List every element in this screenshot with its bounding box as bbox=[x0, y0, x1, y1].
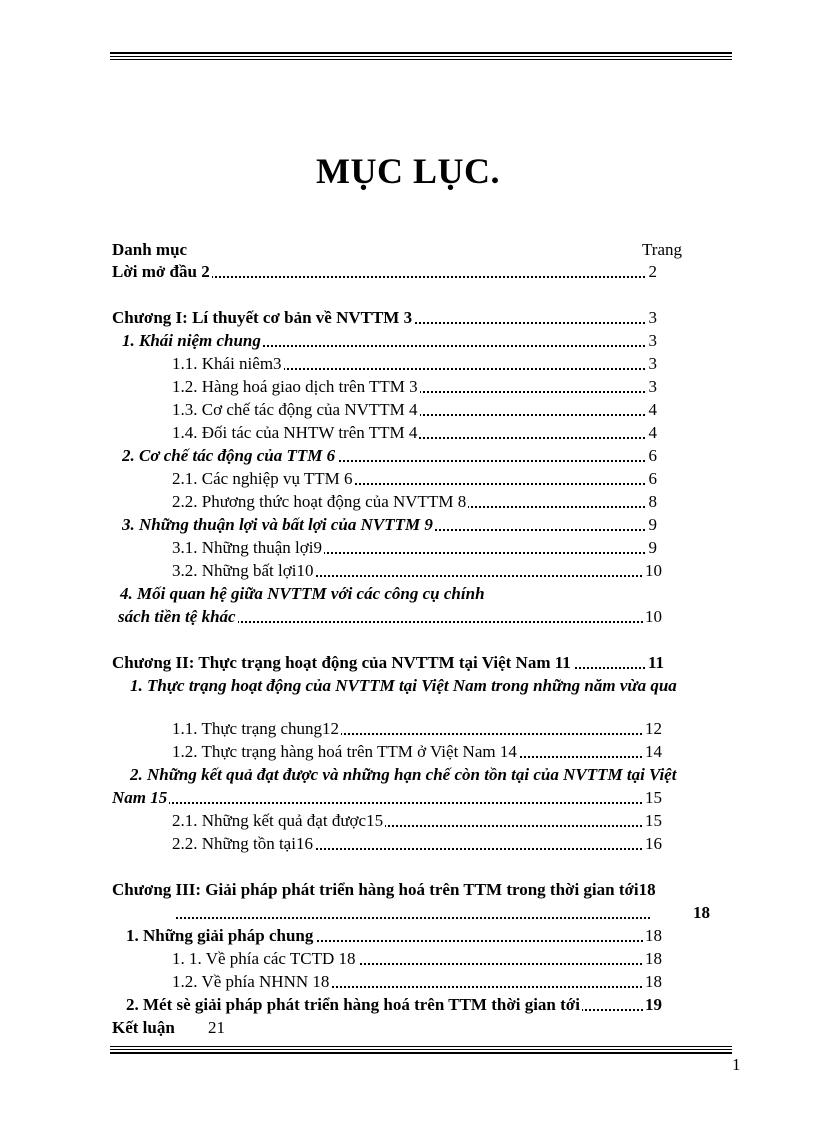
toc-entry-title: 1.1. Thực trạng chung12 bbox=[172, 719, 340, 738]
top-border-rule bbox=[110, 52, 732, 62]
toc-entry[interactable] bbox=[172, 491, 657, 513]
toc-entry-title: 1.1. Khái niêm3 bbox=[172, 354, 282, 373]
toc-entry-title: 3.2. Những bất lợi10 bbox=[172, 561, 314, 580]
toc-entry-title: Chương II: Thực trạng hoạt động của NVTTM tại Việt Nam 11 bbox=[112, 653, 571, 672]
toc-header-left: Danh mục bbox=[112, 240, 188, 259]
toc-entry-page: 14 bbox=[645, 742, 662, 761]
toc-entry[interactable] bbox=[172, 718, 662, 740]
toc-entry-title: sách tiền tệ khác bbox=[118, 607, 236, 626]
toc-entry[interactable] bbox=[176, 902, 710, 924]
toc-entry-title: 1.2. Thực trạng hàng hoá trên TTM ở Việt Nam 14 bbox=[172, 742, 517, 761]
dot-leader bbox=[112, 802, 662, 804]
toc-entry-page: 4 bbox=[648, 423, 657, 442]
toc-entry-title: 2.1. Các nghiệp vụ TTM 6 bbox=[172, 469, 353, 488]
toc-entry-title: 3. Những thuận lợi và bất lợi của NVTTM 9 bbox=[122, 515, 433, 534]
toc-entry-page: 15 bbox=[645, 788, 662, 807]
toc-entry-page: 18 bbox=[645, 949, 662, 968]
toc-entry-page: 2 bbox=[648, 262, 657, 281]
toc-entry-title: 1. Khái niệm chung bbox=[122, 331, 261, 350]
toc-entry[interactable] bbox=[118, 606, 662, 628]
toc-entry[interactable] bbox=[172, 560, 662, 582]
toc-entry[interactable] bbox=[112, 307, 657, 329]
toc-entry-page: 9 bbox=[648, 515, 657, 534]
toc-entry[interactable] bbox=[172, 376, 657, 398]
toc-entry-page: 4 bbox=[648, 400, 657, 419]
toc-entry-title: 1. 1. Về phía các TCTD 18 bbox=[172, 949, 356, 968]
toc-entry-page: 3 bbox=[648, 331, 657, 350]
toc-entry-page: 16 bbox=[645, 834, 662, 853]
toc-entry[interactable] bbox=[172, 468, 657, 490]
toc-entry-title: 2. Cơ chế tác động của TTM 6 bbox=[122, 446, 336, 465]
toc-entry-title: 1. Những giải pháp chung bbox=[126, 926, 314, 945]
toc-entry[interactable] bbox=[172, 971, 662, 993]
toc-entry-page: 3 bbox=[648, 308, 657, 327]
toc-entry-page: 18 bbox=[645, 972, 662, 991]
toc-entry-title: 1.3. Cơ chế tác động của NVTTM 4 bbox=[172, 400, 418, 419]
toc-entry[interactable] bbox=[122, 330, 657, 352]
toc-header-right: Trang bbox=[642, 240, 682, 259]
toc-entry-page: 8 bbox=[648, 492, 657, 511]
toc-entry-page: 18 bbox=[645, 926, 662, 945]
toc-entry[interactable] bbox=[172, 810, 662, 832]
bottom-border-rule bbox=[110, 1046, 732, 1056]
toc-entry[interactable] bbox=[126, 994, 662, 1016]
toc-entry-page: 18 bbox=[693, 903, 710, 922]
toc-entry-page: 12 bbox=[645, 719, 662, 738]
toc-entry[interactable] bbox=[172, 948, 662, 970]
toc-entry-title: 4. Mối quan hệ giữa NVTTM với các công cụ chính bbox=[120, 584, 485, 603]
toc-entry[interactable] bbox=[172, 537, 657, 559]
toc-entry-title: 2.1. Những kết quả đạt được15 bbox=[172, 811, 384, 830]
toc-entry[interactable] bbox=[112, 652, 664, 674]
toc-entry[interactable] bbox=[112, 787, 662, 809]
toc-entry-title: 2. Những kết quả đạt được và những hạn chế còn tồn tại của NVTTM tại Việt bbox=[130, 765, 677, 784]
toc-entry[interactable] bbox=[122, 445, 657, 467]
toc-entry[interactable] bbox=[122, 514, 657, 536]
toc-entry-page: 10 bbox=[645, 607, 662, 626]
toc-entry-page: 6 bbox=[648, 469, 657, 488]
toc-entry[interactable] bbox=[172, 353, 657, 375]
toc-entry[interactable] bbox=[172, 422, 657, 444]
toc-entry-title: 3.1. Những thuận lợi9 bbox=[172, 538, 322, 557]
toc-entry-page: 19 bbox=[645, 995, 662, 1014]
page-number: 1 bbox=[732, 1055, 741, 1074]
toc-entry-page: 3 bbox=[648, 354, 657, 373]
toc-entry[interactable] bbox=[172, 741, 662, 763]
toc-entry-title: 1. Thực trạng hoạt động của NVTTM tại Việt Nam trong những năm vừa qua bbox=[130, 676, 677, 695]
toc-entry-title: Nam 15 bbox=[112, 788, 168, 807]
toc-entry-page: 21 bbox=[208, 1018, 225, 1037]
toc-entry-title: 2. Mét sè giải pháp phát triển hàng hoá trên TTM thời gian tới bbox=[126, 995, 580, 1014]
toc-entry-title: 1.2. Hàng hoá giao dịch trên TTM 3 bbox=[172, 377, 418, 396]
toc-entry[interactable] bbox=[126, 925, 662, 947]
toc-entry-title: Chương I: Lí thuyết cơ bản về NVTTM 3 bbox=[112, 308, 413, 327]
toc-entry[interactable] bbox=[112, 261, 657, 283]
toc-entry[interactable] bbox=[172, 399, 657, 421]
page-title: MỤC LỤC. bbox=[316, 151, 500, 191]
toc-entry-title: 1.2. Về phía NHNN 18 bbox=[172, 972, 330, 991]
toc-entry-page: 15 bbox=[645, 811, 662, 830]
toc-entry-title: Kết luận bbox=[112, 1018, 175, 1037]
toc-entry[interactable] bbox=[172, 833, 662, 855]
toc-entry-title: 2.2. Những tồn tại16 bbox=[172, 834, 313, 853]
toc-entry-page: 6 bbox=[648, 446, 657, 465]
toc-entry-page: 10 bbox=[645, 561, 662, 580]
toc-entry-title: Lời mở đầu 2 bbox=[112, 262, 210, 281]
toc-entry-title: 1.4. Đối tác của NHTW trên TTM 4 bbox=[172, 423, 418, 442]
toc-entry-page: 11 bbox=[647, 653, 664, 672]
toc-entry-title: 2.2. Phương thức hoạt động của NVTTM 8 bbox=[172, 492, 467, 511]
toc-entry-page: 9 bbox=[648, 538, 657, 557]
dot-leader bbox=[176, 917, 650, 919]
toc-entry-title: Chương III: Giải pháp phát triển hàng hoá trên TTM trong thời gian tới18 bbox=[112, 880, 656, 899]
toc-entry-page: 3 bbox=[648, 377, 657, 396]
